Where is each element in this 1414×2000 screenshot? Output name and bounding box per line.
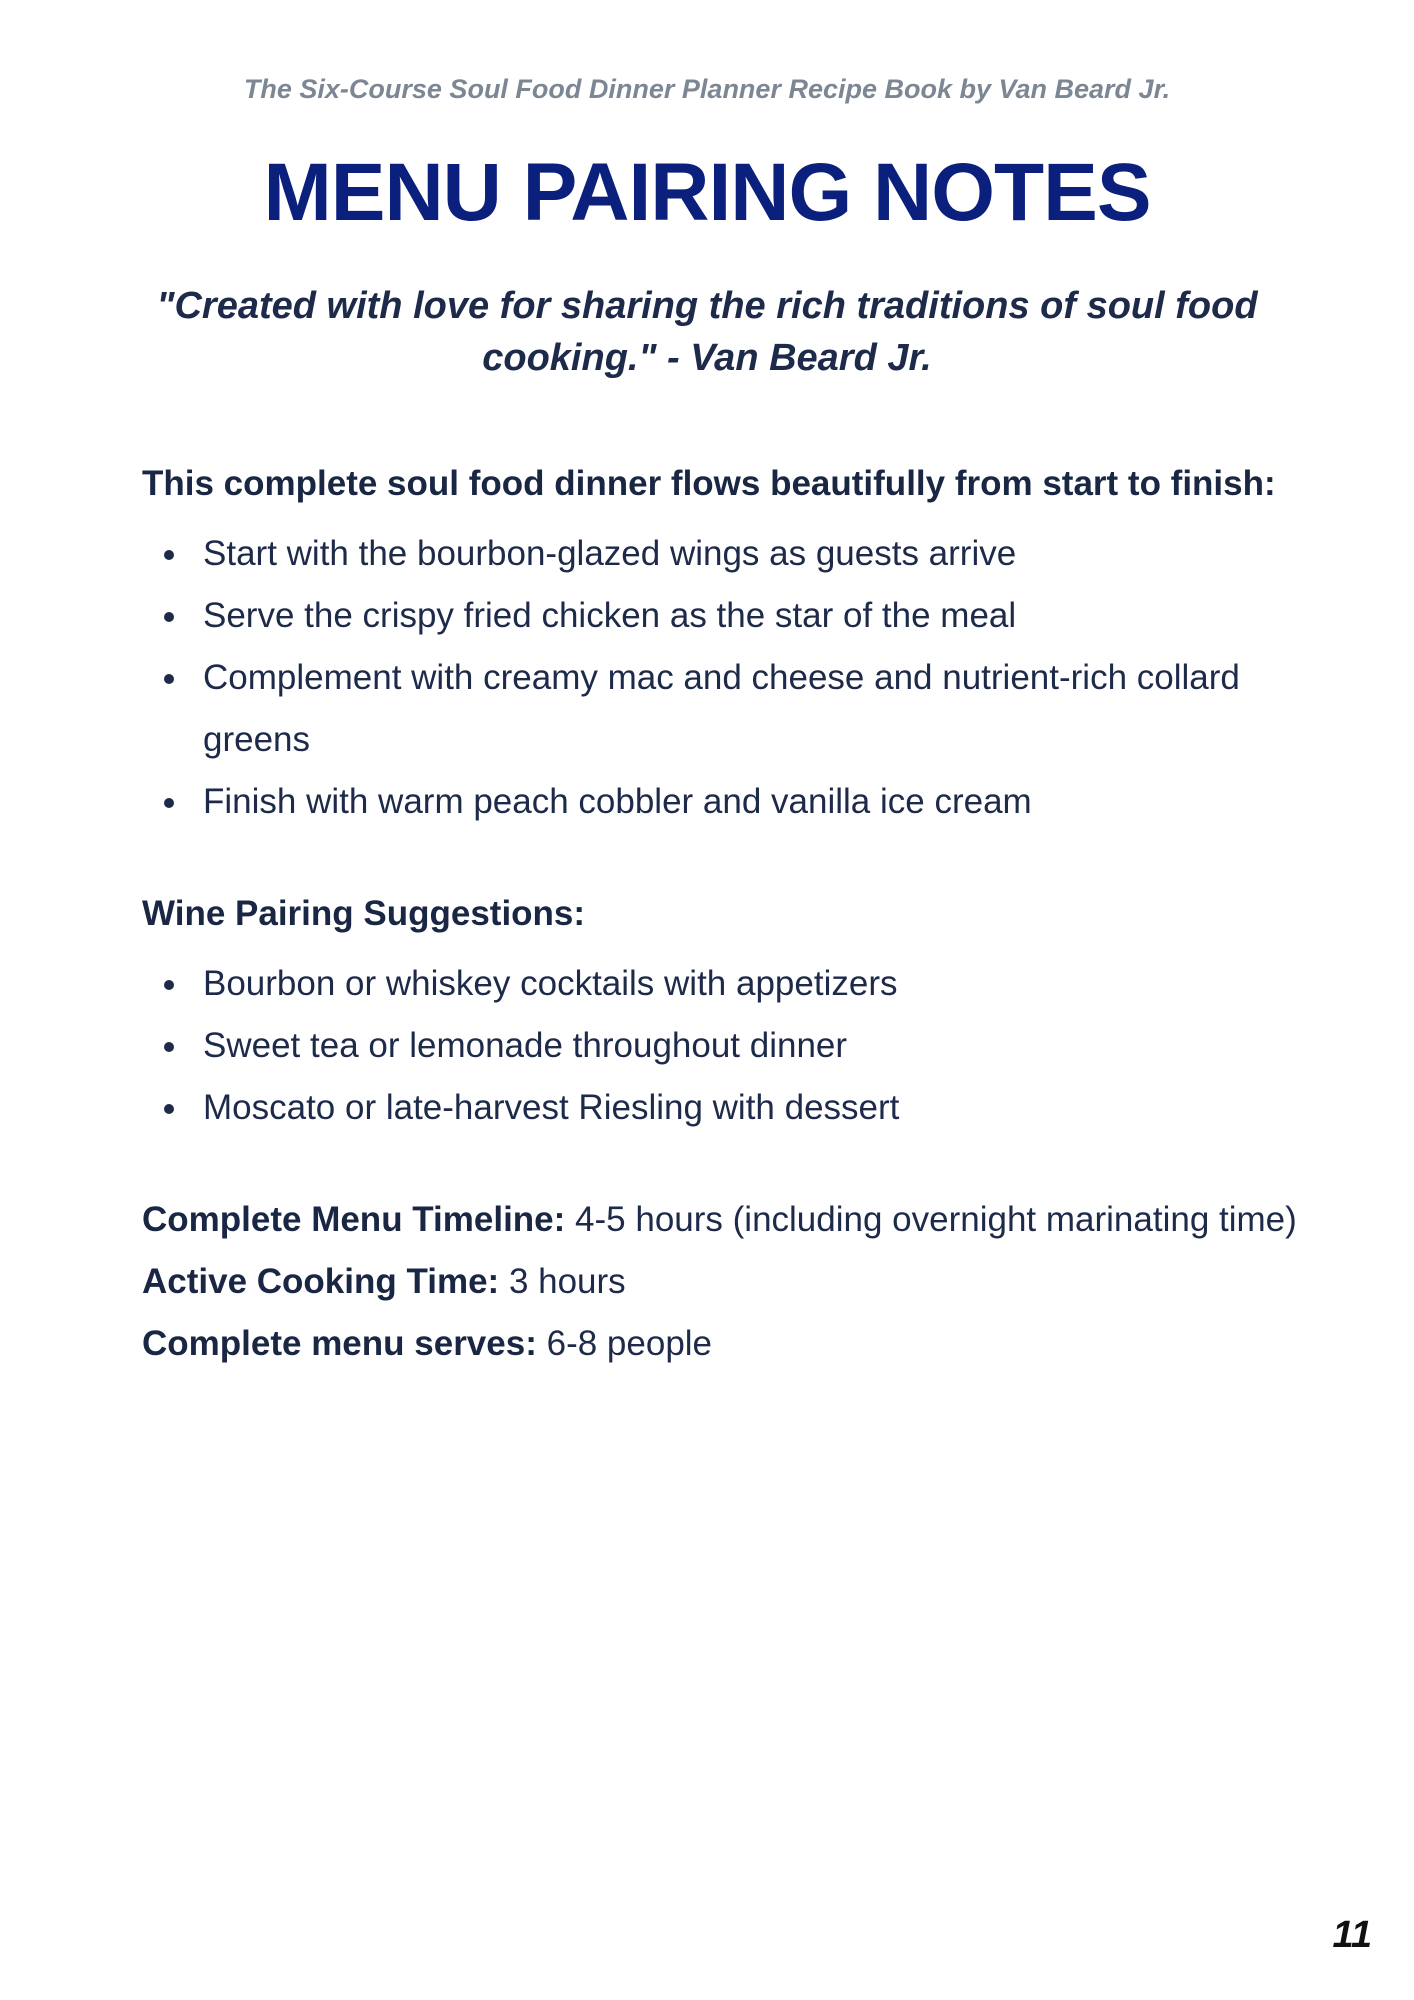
serves-value: 6-8 people: [546, 1324, 713, 1363]
bullet-icon: [164, 550, 174, 560]
list-item: [142, 585, 1302, 647]
running-header: The Six-Course Soul Food Dinner Planner Recipe Book by Van Beard Jr.: [243, 74, 1171, 104]
list-item-text: Bourbon or whiskey cocktails with appetizers: [203, 964, 898, 1003]
flow-heading: This complete soul food dinner flows beautifully from start to finish:: [142, 464, 1276, 503]
page-content: [142, 453, 1302, 1375]
list-item: [142, 647, 1302, 771]
list-item: [142, 1077, 1302, 1139]
list-item-text: Start with the bourbon-glazed wings as guests arrive: [203, 534, 1017, 573]
bullet-icon: [164, 798, 174, 808]
menu-facts: [142, 1189, 1302, 1375]
list-item-text: Serve the crispy fried chicken as the star of the meal: [203, 596, 1017, 635]
timeline-line: [142, 1189, 1302, 1251]
list-item: [142, 771, 1302, 833]
list-item-text: Finish with warm peach cobbler and vanilla ice cream: [203, 782, 1032, 821]
active-time-value: 3 hours: [508, 1262, 626, 1301]
flow-list: [142, 523, 1302, 833]
page-title: MENU PAIRING NOTES: [263, 147, 1151, 238]
spacer: [142, 1139, 1302, 1189]
list-item: [142, 953, 1302, 1015]
list-item: [142, 1015, 1302, 1077]
author-quote: "Created with love for sharing the rich traditions of soul food cooking." - Van Beard Jr.: [156, 285, 1258, 379]
bullet-icon: [164, 980, 174, 990]
list-item: [142, 523, 1302, 585]
spacer: [142, 833, 1302, 883]
bullet-icon: [164, 674, 174, 684]
active-time-line: [142, 1251, 1302, 1313]
timeline-label: Complete Menu Timeline:: [142, 1200, 566, 1239]
serves-line: [142, 1313, 1302, 1375]
timeline-value: 4-5 hours (including overnight marinating time): [575, 1200, 1297, 1239]
bullet-icon: [164, 1042, 174, 1052]
wine-list: [142, 953, 1302, 1139]
list-item-text: Moscato or late-harvest Riesling with dessert: [203, 1088, 900, 1127]
list-item-text: Sweet tea or lemonade throughout dinner: [203, 1026, 848, 1065]
bullet-icon: [164, 612, 174, 622]
bullet-icon: [164, 1104, 174, 1114]
active-time-label: Active Cooking Time:: [142, 1262, 500, 1301]
page-number: 11: [1332, 1914, 1372, 1956]
serves-label: Complete menu serves:: [142, 1324, 537, 1363]
list-item-text: Complement with creamy mac and cheese and nutrient-rich collard greens: [203, 658, 1240, 759]
wine-heading: Wine Pairing Suggestions:: [142, 894, 586, 933]
